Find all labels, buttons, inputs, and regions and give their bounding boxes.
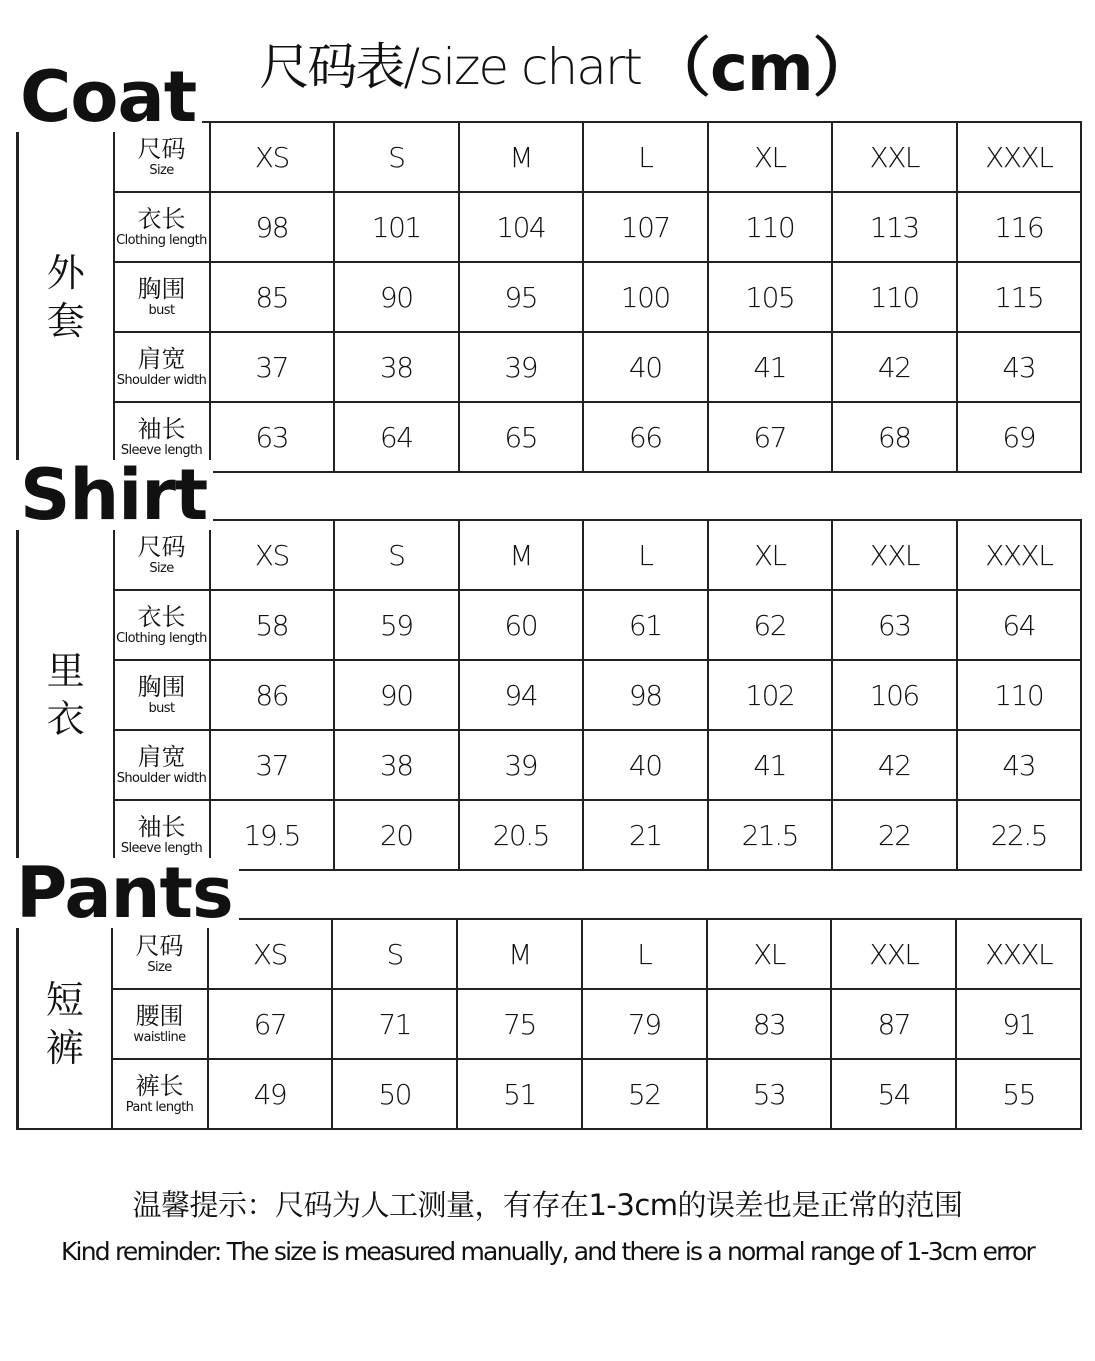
table-cell: 68: [832, 402, 957, 472]
table-cell: 22.5: [957, 800, 1082, 870]
row-label-en: Sleeve length: [120, 841, 203, 856]
table-cell: 40: [583, 730, 708, 800]
table-cell: XXXL: [956, 919, 1081, 989]
section-label-coat: Coat: [16, 62, 202, 132]
table-cell: 19.5: [210, 800, 335, 870]
table-cell: XS: [210, 122, 335, 192]
table-cell: 40: [583, 332, 708, 402]
table-cell: 42: [832, 730, 957, 800]
table-row: [18, 730, 1082, 800]
table-cell: 69: [957, 402, 1082, 472]
category-label: [18, 122, 114, 472]
table-cell: 41: [708, 730, 833, 800]
chart-title-unit: （cm）: [647, 32, 876, 106]
table-cell: 110: [832, 262, 957, 332]
row-label: [114, 660, 210, 730]
table-cell: 115: [957, 262, 1082, 332]
table-row: [18, 262, 1082, 332]
table-cell: L: [583, 520, 708, 590]
table-cell: L: [583, 122, 708, 192]
row-label-zh: 胸围: [137, 275, 186, 303]
row-label-zh: 尺码: [137, 533, 186, 561]
row-label: [114, 262, 210, 332]
row-label-zh: 腰围: [135, 1002, 184, 1030]
table-cell: XXXL: [957, 520, 1082, 590]
table-cell: 85: [210, 262, 335, 332]
table-cell: 42: [832, 332, 957, 402]
chart-title-main: 尺码表/size chart: [259, 38, 642, 96]
table-cell: 43: [957, 332, 1082, 402]
table-cell: 60: [459, 590, 584, 660]
row-label: [114, 332, 210, 402]
table-cell: 54: [831, 1059, 956, 1129]
row-label-zh: 肩宽: [137, 743, 186, 771]
table-cell: 66: [583, 402, 708, 472]
section-label-pants: Pants: [12, 858, 239, 928]
table-cell: 102: [708, 660, 833, 730]
table-cell: 61: [583, 590, 708, 660]
row-label-zh: 裤长: [135, 1072, 184, 1100]
row-label-en: bust: [148, 303, 175, 318]
table-row: [18, 192, 1082, 262]
table-cell: 64: [957, 590, 1082, 660]
reminder-zh: 温馨提示：尺码为人工测量，有存在1-3cm的误差也是正常的范围: [132, 1188, 963, 1222]
table-row: [18, 1059, 1082, 1129]
table-cell: 67: [208, 989, 333, 1059]
row-label: [114, 590, 210, 660]
row-label-en: Clothing length: [116, 233, 207, 248]
row-label-en: Size: [149, 163, 174, 178]
category-char: 外: [46, 251, 85, 295]
row-label: [114, 730, 210, 800]
table-cell: 63: [210, 402, 335, 472]
table-row: [18, 660, 1082, 730]
section-label-shirt: Shirt: [16, 460, 213, 530]
table-cell: 75: [457, 989, 582, 1059]
table-cell: 91: [956, 989, 1081, 1059]
table-cell: 83: [707, 989, 832, 1059]
table-cell: L: [582, 919, 707, 989]
table-cell: XL: [708, 122, 833, 192]
table-cell: 107: [583, 192, 708, 262]
table-cell: S: [334, 520, 459, 590]
table-cell: 21.5: [708, 800, 833, 870]
table-cell: 64: [334, 402, 459, 472]
table-cell: 58: [210, 590, 335, 660]
table-cell: 37: [210, 332, 335, 402]
table-cell: 65: [459, 402, 584, 472]
table-row: [18, 989, 1082, 1059]
table-cell: XL: [707, 919, 832, 989]
row-label-zh: 尺码: [137, 135, 186, 163]
table-cell: 20.5: [459, 800, 584, 870]
table-cell: 105: [708, 262, 833, 332]
table-cell: M: [459, 122, 584, 192]
table-cell: 38: [334, 730, 459, 800]
category-char: 裤: [45, 1026, 84, 1070]
category-label: [18, 919, 112, 1129]
table-cell: 41: [708, 332, 833, 402]
table-cell: 49: [208, 1059, 333, 1129]
category-label: [18, 520, 114, 870]
row-label-en: waistline: [133, 1030, 186, 1045]
table-cell: 101: [334, 192, 459, 262]
category-char: 套: [46, 299, 85, 343]
table-cell: M: [457, 919, 582, 989]
table-cell: 43: [957, 730, 1082, 800]
table-cell: 79: [582, 989, 707, 1059]
table-cell: 90: [334, 262, 459, 332]
table-cell: 51: [457, 1059, 582, 1129]
row-label-zh: 肩宽: [137, 345, 186, 373]
table-cell: 50: [332, 1059, 457, 1129]
table-cell: 39: [459, 730, 584, 800]
row-label-en: Size: [149, 561, 174, 576]
table-cell: 39: [459, 332, 584, 402]
table-cell: 62: [708, 590, 833, 660]
row-label-zh: 尺码: [135, 932, 184, 960]
table-cell: 98: [583, 660, 708, 730]
row-label-zh: 袖长: [137, 415, 186, 443]
table-cell: XL: [708, 520, 833, 590]
row-label-en: bust: [148, 701, 175, 716]
size-table-shirt: [16, 519, 1082, 871]
table-cell: 113: [832, 192, 957, 262]
row-label-en: Shoulder width: [116, 771, 207, 786]
table-cell: 87: [831, 989, 956, 1059]
table-cell: 71: [332, 989, 457, 1059]
table-cell: S: [334, 122, 459, 192]
table-cell: XXL: [832, 122, 957, 192]
category-char: 短: [45, 978, 84, 1022]
table-row: [18, 590, 1082, 660]
table-cell: 37: [210, 730, 335, 800]
table-cell: 106: [832, 660, 957, 730]
table-cell: 38: [334, 332, 459, 402]
table-cell: 110: [957, 660, 1082, 730]
table-cell: 100: [583, 262, 708, 332]
table-cell: XS: [210, 520, 335, 590]
row-label: [114, 192, 210, 262]
table-cell: XXXL: [957, 122, 1082, 192]
table-cell: 104: [459, 192, 584, 262]
table-cell: 90: [334, 660, 459, 730]
row-label-en: Pant length: [125, 1100, 194, 1115]
table-cell: 55: [956, 1059, 1081, 1129]
row-label-zh: 衣长: [137, 603, 186, 631]
table-cell: 22: [832, 800, 957, 870]
table-cell: 63: [832, 590, 957, 660]
category-char: 衣: [46, 697, 85, 741]
row-label-en: Clothing length: [116, 631, 207, 646]
row-label-zh: 胸围: [137, 673, 186, 701]
row-label-en: Sleeve length: [120, 443, 203, 458]
row-label: [112, 989, 208, 1059]
table-cell: XS: [208, 919, 333, 989]
table-cell: 94: [459, 660, 584, 730]
table-cell: 95: [459, 262, 584, 332]
row-label-en: Size: [147, 960, 172, 975]
table-cell: 110: [708, 192, 833, 262]
table-cell: 59: [334, 590, 459, 660]
size-table-pants: [16, 918, 1082, 1130]
table-cell: 98: [210, 192, 335, 262]
reminder-en: Kind reminder: The size is measured manually, and there is a normal range of 1-3cm error: [60, 1237, 1035, 1266]
table-cell: 21: [583, 800, 708, 870]
table-cell: 52: [582, 1059, 707, 1129]
table-cell: XXL: [832, 520, 957, 590]
table-cell: 67: [708, 402, 833, 472]
row-label-zh: 衣长: [137, 205, 186, 233]
row-label: [112, 1059, 208, 1129]
table-cell: M: [459, 520, 584, 590]
table-row: [18, 332, 1082, 402]
table-cell: 86: [210, 660, 335, 730]
row-label-en: Shoulder width: [116, 373, 207, 388]
size-table-coat: [16, 121, 1082, 473]
row-label-zh: 袖长: [137, 813, 186, 841]
category-char: 里: [46, 649, 85, 693]
table-cell: XXL: [831, 919, 956, 989]
table-cell: 116: [957, 192, 1082, 262]
table-cell: S: [332, 919, 457, 989]
table-cell: 53: [707, 1059, 832, 1129]
table-cell: 20: [334, 800, 459, 870]
